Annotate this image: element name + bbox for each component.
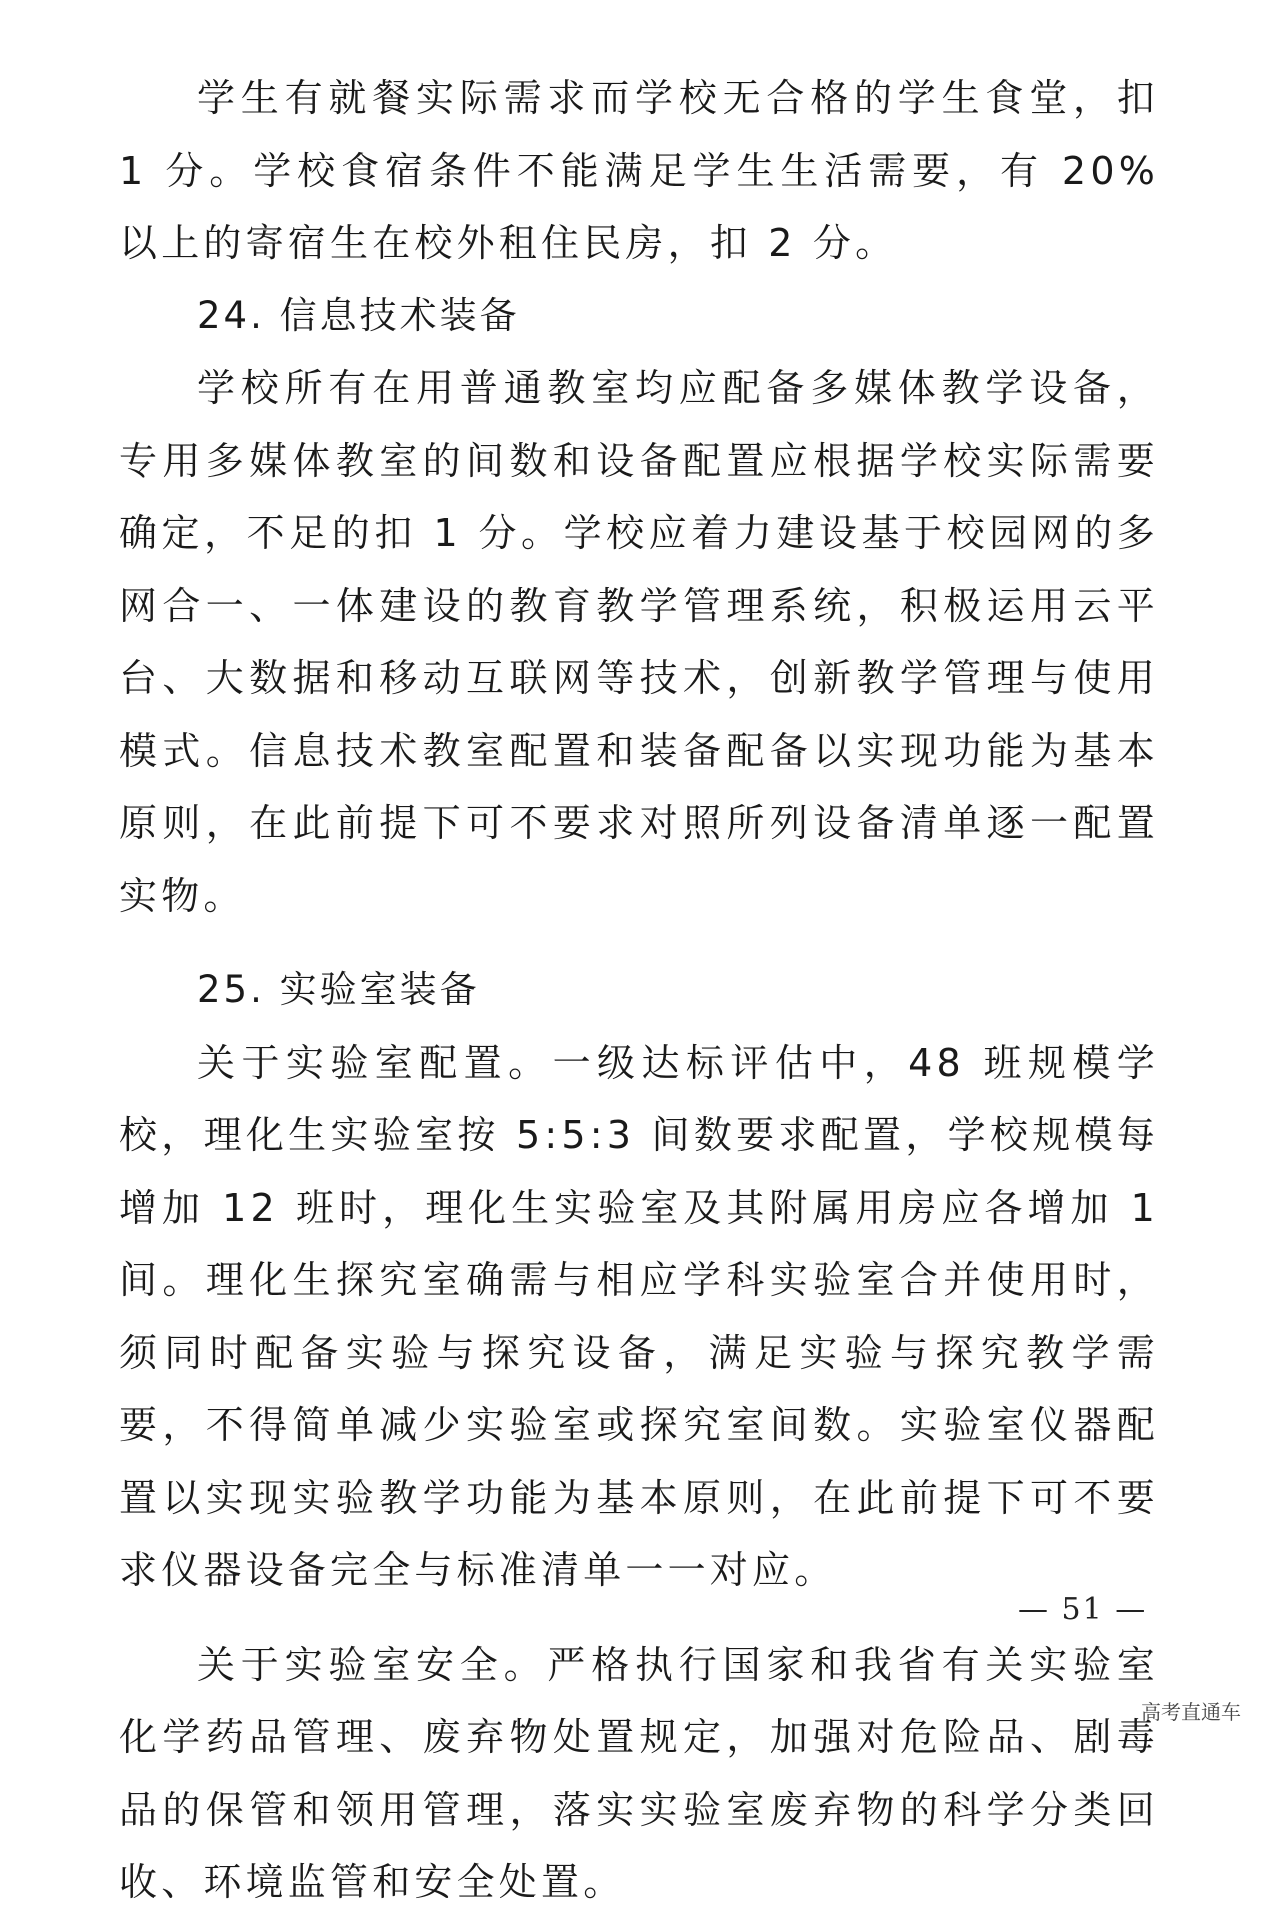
paragraph-lab-configuration: 关于实验室配置。一级达标评估中，48 班规模学校，理化生实验室按 5:5:3 间数要求配置，学校规模每增加 12 班时，理化生实验室及其附属用房应各增加 1 间。理化生探究室确需与相应学科实验室合并使用时，须同时配备实验与探究设备，满足实验与探究教学需要，不得简单减少实验室或探究室间数。实验室仪器配置以实现实验教学功能为基本原则，在此前提下可不要求仪器设备完全与标准清单一一对应。	[119, 1040, 1159, 1592]
paragraph-canteen-deduction: 学生有就餐实际需求而学校无合格的学生食堂，扣 1 分。学校食宿条件不能满足学生生活需要，有 20%以上的寄宿生在校外租住民房，扣 2 分。	[119, 76, 1159, 265]
document-body	[119, 62, 1159, 1919]
section-heading-24: 24. 信息技术装备	[197, 293, 520, 337]
watermark-text: 高考直通车	[1141, 1700, 1241, 1724]
section-heading-25: 25. 实验室装备	[197, 968, 480, 1011]
page-number: — 51 —	[1018, 1592, 1148, 1627]
paragraph-it-equipment: 学校所有在用普通教室均应配备多媒体教学设备，专用多媒体教室的间数和设备配置应根据学校实际需要确定，不足的扣 1 分。学校应着力建设基于校园网的多网合一、一体建设的教育教学管理系统，积极运用云平台、大数据和移动互联网等技术，创新教学管理与使用模式。信息技术教室配置和装备配备以实现功能为基本原则，在此前提下可不要求对照所列设备清单逐一配置实物。	[119, 366, 1159, 918]
paragraph-lab-safety: 关于实验室安全。严格执行国家和我省有关实验室化学药品管理、废弃物处置规定，加强对危险品、剧毒品的保管和领用管理，落实实验室废弃物的科学分类回收、环境监管和安全处置。	[119, 1642, 1159, 1904]
